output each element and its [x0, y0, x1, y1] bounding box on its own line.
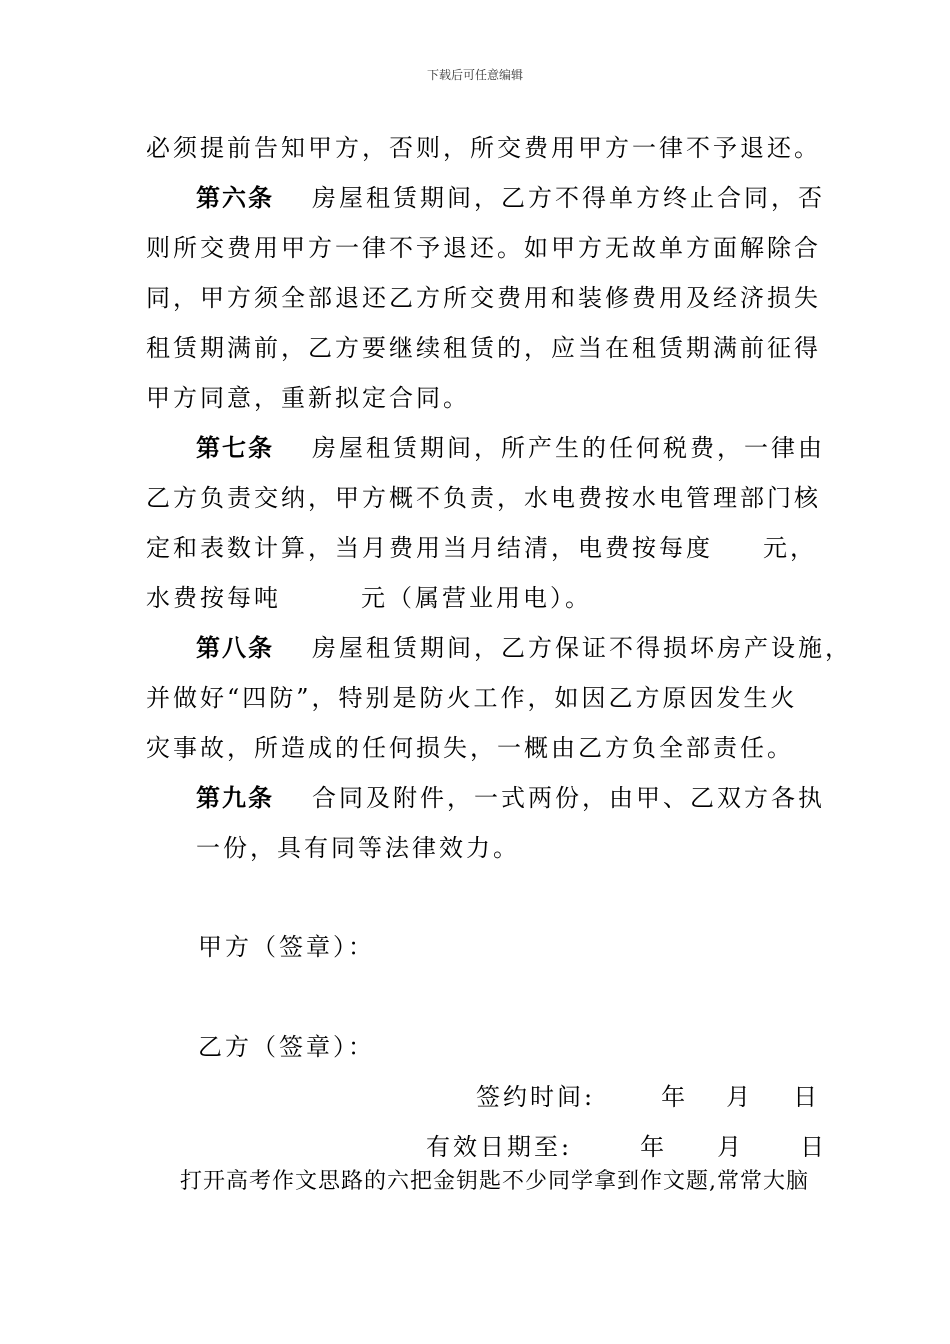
footer-text: 打开高考作文思路的六把金钥匙不少同学拿到作文题,常常大脑 — [180, 1169, 809, 1194]
article-6-line-3: 同，甲方须全部退还乙方所交费用和装修费用及经济损失 — [146, 284, 821, 312]
article-9-title: 第九条 — [196, 783, 274, 812]
article-7-line-4 — [146, 583, 592, 613]
article-7-line-3 — [146, 533, 817, 563]
article-6-line-5: 甲方同意，重新拟定合同。 — [146, 384, 470, 412]
article-8-line-3: 灾事故，所造成的任何损失，一概由乙方负全部责任。 — [146, 734, 794, 762]
article-7-title: 第七条 — [196, 433, 274, 462]
article-7-text-3b: 元， — [763, 534, 817, 562]
article-6-line-2: 则所交费用甲方一律不予退还。如甲方无故单方面解除合 — [146, 234, 821, 262]
article-8-title: 第八条 — [196, 633, 274, 662]
sign-time-month: 月 — [726, 1083, 754, 1111]
valid-until-label: 有效日期至: — [426, 1133, 573, 1161]
article-8-line-1 — [196, 633, 852, 663]
valid-until-day: 日 — [800, 1133, 828, 1161]
valid-until-year: 年 — [640, 1133, 668, 1161]
article-7-text-3a: 定和表数计算，当月费用当月结清，电费按每度 — [146, 534, 713, 562]
article-6-line-4: 租赁期满前，乙方要继续租赁的，应当在租赁期满前征得 — [146, 334, 821, 362]
party-b-signature: 乙方（签章）： — [198, 1033, 375, 1061]
sign-time-day: 日 — [793, 1083, 821, 1111]
article-9-text-1: 合同及附件，一式两份，由甲、乙双方各执 — [312, 784, 825, 812]
article-8-text-1: 房屋租赁期间，乙方保证不得损坏房产设施， — [312, 634, 852, 662]
article-6-title: 第六条 — [196, 183, 274, 212]
article-8-line-2: 并做好“四防”，特别是防火工作，如因乙方原因发生火 — [146, 684, 798, 712]
article-6-text-1: 房屋租赁期间，乙方不得单方终止合同，否 — [312, 184, 825, 212]
article-7-line-1 — [196, 433, 825, 463]
article-7-line-2: 乙方负责交纳，甲方概不负责，水电费按水电管理部门核 — [146, 484, 821, 512]
sign-time-row — [476, 1082, 820, 1112]
header-note: 下载后可任意编辑 — [426, 68, 523, 82]
article-9-line-2: 一份，具有同等法律效力。 — [196, 834, 520, 862]
article-6-line-1 — [196, 183, 825, 213]
article-7-text-1: 房屋租赁期间，所产生的任何税费，一律由 — [312, 434, 825, 462]
party-a-signature: 甲方（签章）： — [198, 933, 375, 961]
sign-time-year: 年 — [661, 1083, 689, 1111]
article-7-text-4b: 元（属营业用电）。 — [361, 584, 592, 612]
valid-until-row — [426, 1132, 827, 1162]
article-9-line-1 — [196, 783, 825, 813]
article-7-text-4a: 水费按每吨 — [146, 584, 281, 612]
body-line-1: 必须提前告知甲方，否则，所交费用甲方一律不予退还。 — [146, 134, 821, 162]
valid-until-month: 月 — [717, 1133, 745, 1161]
sign-time-label: 签约时间: — [476, 1083, 596, 1111]
